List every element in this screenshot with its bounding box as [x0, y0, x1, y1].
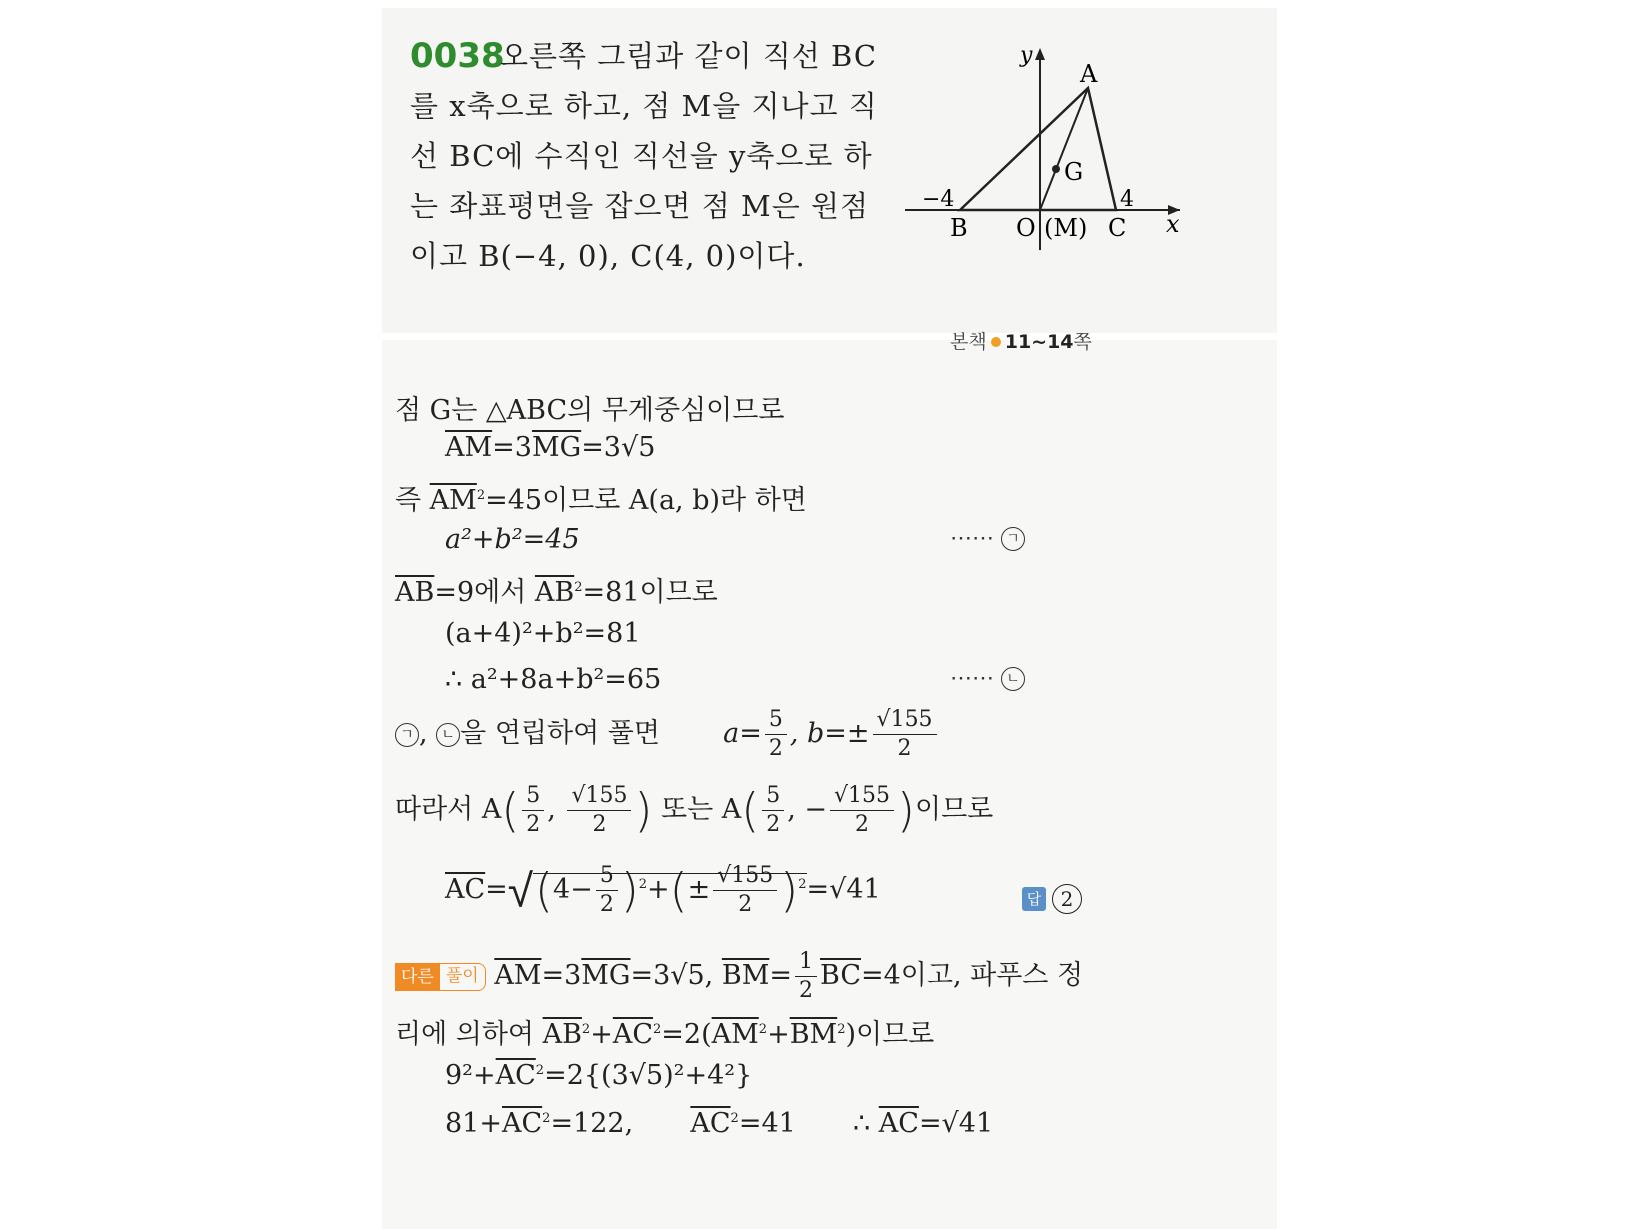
- reference-suffix: 쪽: [1073, 331, 1092, 353]
- radical-sign: √: [507, 863, 534, 918]
- equation-tag-1: [950, 526, 1025, 551]
- numerator: 1: [795, 948, 817, 977]
- paren: ): [620, 863, 639, 918]
- solution-line-10: [445, 862, 881, 919]
- segment-ab: $\overline{AB}$: [542, 1019, 582, 1050]
- segment-ac: $\overline{AC}$: [445, 874, 486, 905]
- segment-ab: $\overline{AB}$: [534, 577, 575, 608]
- triangle-abc: [960, 88, 1116, 210]
- superscript: 2: [542, 1111, 551, 1126]
- fraction: [873, 706, 937, 763]
- numerator: 5: [522, 782, 544, 811]
- denominator: 2: [768, 736, 783, 761]
- reference-prefix: 본책: [950, 331, 987, 353]
- superscript: 2: [798, 877, 807, 892]
- alt-line-2: [395, 1012, 934, 1051]
- equation-1: a²+b²=45: [445, 524, 580, 555]
- fraction: [596, 862, 618, 919]
- superscript: 2: [574, 580, 583, 595]
- point-g: [1052, 165, 1060, 173]
- text: =41: [738, 1108, 796, 1139]
- fraction: [795, 948, 817, 1005]
- text: 또는 A: [661, 794, 742, 825]
- triangle-figure: [900, 40, 1190, 260]
- problem-line-3: 선 BC에 수직인 직선을 y축으로 하: [410, 139, 873, 173]
- radicand: [533, 863, 807, 918]
- text: ±: [687, 874, 711, 905]
- numerator: 5: [765, 706, 787, 735]
- denominator: 2: [526, 812, 541, 837]
- alt-solution-badge: [395, 963, 486, 991]
- text: =81이므로: [582, 577, 718, 608]
- equation-3: ∴ a²+8a+b²=65: [445, 664, 662, 695]
- text: =3: [492, 432, 532, 463]
- superscript: 2: [535, 1063, 545, 1078]
- denominator: 2: [599, 892, 614, 917]
- circled-label-2: ㄴ: [1001, 667, 1025, 691]
- paren: (: [669, 863, 688, 918]
- segment-mg: $\overline{MG}$: [581, 960, 631, 991]
- segment-am: $\overline{AM}$: [711, 1019, 759, 1050]
- equation-2: (a+4)²+b²=81: [445, 618, 641, 649]
- segment-ac: $\overline{AC}$: [495, 1060, 536, 1091]
- fraction: [713, 862, 777, 919]
- segment-am: $\overline{AM}$: [494, 960, 542, 991]
- label-c: C: [1108, 214, 1127, 242]
- fraction: [830, 782, 894, 839]
- text: )이므로: [845, 1019, 935, 1050]
- label-m: (M): [1044, 214, 1088, 242]
- problem-line-5: 이고 B(−4, 0), C(4, 0)이다.: [410, 239, 806, 273]
- label-4: 4: [1120, 187, 1134, 212]
- label-y: y: [1020, 43, 1033, 68]
- text: =√41: [806, 874, 881, 905]
- fraction: [765, 706, 787, 763]
- numerator: 5: [762, 782, 784, 811]
- superscript: 2: [581, 1022, 591, 1037]
- segment-ab: $\overline{AB}$: [395, 577, 435, 608]
- orange-dot-icon: [991, 337, 1001, 347]
- text: +: [767, 1019, 790, 1050]
- paren: (: [741, 783, 760, 838]
- text: =3: [541, 960, 582, 991]
- text: 을 연립하여 풀면: [460, 718, 660, 749]
- fraction: [567, 782, 631, 839]
- text: =122,: [550, 1108, 634, 1139]
- text: =2{(3√5)²+4²}: [544, 1060, 753, 1091]
- text: 즉: [395, 485, 430, 516]
- text: =√41: [918, 1108, 994, 1139]
- circled-label-1: ㄱ: [1001, 527, 1025, 551]
- alt-line-3: [445, 1060, 752, 1091]
- superscript: 2: [730, 1111, 739, 1126]
- badge-right: 풀이: [440, 963, 486, 991]
- text: 이므로: [914, 794, 994, 825]
- problem-number: 0038: [410, 36, 505, 76]
- numerator: √155: [713, 862, 777, 891]
- y-axis-arrow: [1035, 48, 1045, 60]
- answer: [1022, 884, 1082, 914]
- label-o: O: [1016, 214, 1036, 242]
- segment-ac: $\overline{AC}$: [612, 1019, 653, 1050]
- problem-line-1: 오른쪽 그림과 같이 직선 BC: [500, 39, 878, 73]
- dots: ⋯⋯: [950, 666, 994, 691]
- segment-bm: $\overline{BM}$: [721, 960, 770, 991]
- superscript: 2: [638, 877, 648, 892]
- text: =9에서: [434, 577, 535, 608]
- text: 9²+: [445, 1060, 496, 1091]
- solution-line-1: 점 G는 △ABC의 무게중심이므로: [395, 395, 785, 426]
- superscript: 2: [653, 1022, 662, 1037]
- superscript: 2: [476, 488, 486, 503]
- text: 81+: [445, 1108, 502, 1139]
- paren: (: [501, 783, 520, 838]
- text: =2(: [661, 1019, 712, 1050]
- label-b: B: [950, 214, 968, 242]
- paren: (: [535, 863, 553, 918]
- solution-line-3: [395, 478, 807, 517]
- text: a=: [723, 718, 762, 749]
- segment-am: $\overline{AM}$: [445, 432, 493, 463]
- superscript: 2: [758, 1022, 768, 1037]
- alt-line-4: [445, 1108, 993, 1139]
- problem-line-2: 를 x축으로 하고, 점 M을 지나고 직: [410, 89, 878, 123]
- answer-choice: 2: [1052, 884, 1082, 914]
- numerator: 5: [596, 862, 618, 891]
- answer-icon: 답: [1022, 887, 1046, 911]
- label-x: x: [1166, 210, 1180, 238]
- equation-tag-2: [950, 666, 1025, 691]
- segment-mg: $\overline{MG}$: [531, 432, 582, 463]
- text: ∴: [853, 1108, 879, 1139]
- text: =3√5: [581, 432, 656, 463]
- fraction: [762, 782, 784, 839]
- segment-ac: $\overline{AC}$: [501, 1108, 543, 1139]
- numerator: √155: [873, 706, 937, 735]
- text: 따라서 A: [395, 794, 502, 825]
- numerator: √155: [567, 782, 631, 811]
- fraction: [522, 782, 544, 839]
- text: +: [647, 874, 670, 905]
- segment-bm: $\overline{BM}$: [789, 1019, 838, 1050]
- denominator: 2: [592, 812, 607, 837]
- text: =3√5,: [630, 960, 722, 991]
- superscript: 2: [837, 1022, 846, 1037]
- numerator: √155: [830, 782, 894, 811]
- text: 4−: [553, 874, 593, 905]
- segment-ac: $\overline{AC}$: [878, 1108, 919, 1139]
- solution-line-8: ㄱ , ㄴ 을 연립하여 풀면 a= $\frac{5}{2}$ , b=± $\frac{√155}{2}$: [395, 706, 940, 763]
- reference-pages: 11~14: [1004, 331, 1074, 353]
- text: =45이므로 A(a, b)라 하면: [485, 485, 807, 516]
- problem-line-4: 는 좌표평면을 잡으면 점 M은 원점: [410, 189, 869, 223]
- text: +: [590, 1019, 613, 1050]
- circled-label-2: ㄴ: [436, 723, 460, 747]
- segment-am: $\overline{AM}$: [429, 485, 477, 516]
- paren: ): [780, 863, 799, 918]
- text: =4이고, 파푸스 정: [861, 960, 1084, 991]
- text: , b=±: [789, 718, 870, 749]
- solution-line-5: [395, 570, 718, 609]
- denominator: 2: [738, 892, 753, 917]
- page-reference: [950, 327, 1092, 354]
- solution-line-9: 따라서 A( $\frac{5}{2}$ , $\frac{√155}{2}$ ) 또는 A( $\frac{5}{2}$ , − $\frac{√155}{2}$ )이므로: [395, 783, 994, 838]
- label-a: A: [1080, 60, 1098, 88]
- segment-ac: $\overline{AC}$: [690, 1108, 731, 1139]
- circled-label-1: ㄱ: [395, 723, 419, 747]
- paren: ): [634, 783, 653, 838]
- badge-left: 다른: [395, 963, 440, 991]
- dots: ⋯⋯: [950, 526, 994, 551]
- denominator: 2: [798, 978, 813, 1003]
- text: =: [485, 874, 508, 905]
- denominator: 2: [855, 812, 870, 837]
- denominator: 2: [897, 736, 912, 761]
- solution-line-2: [445, 432, 655, 463]
- paren: ): [897, 783, 915, 838]
- denominator: 2: [766, 812, 781, 837]
- text: =: [769, 960, 792, 991]
- segment-bc: $\overline{BC}$: [819, 960, 861, 991]
- label-neg4: −4: [922, 187, 955, 212]
- label-g: G: [1064, 158, 1084, 186]
- median-am: [1040, 88, 1088, 210]
- text: 리에 의하여: [395, 1019, 543, 1050]
- alt-line-1: [395, 948, 1083, 1005]
